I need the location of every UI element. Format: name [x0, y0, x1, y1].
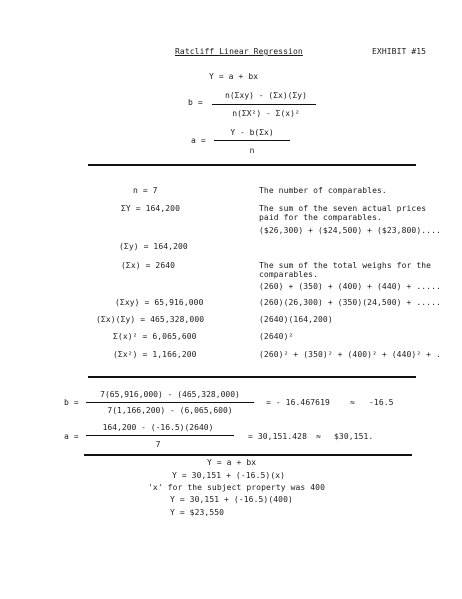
calc-b-approx-symbol: ≈ — [350, 398, 355, 407]
calc-a-result: = 30,151.428 — [248, 432, 307, 441]
final-answer: Y = $23,550 — [170, 508, 225, 517]
exhibit-label: EXHIBIT #15 — [372, 47, 427, 56]
regression-equation: Y = a + bx — [209, 72, 259, 81]
final-line-1: Y = a + bx — [207, 458, 257, 467]
row-label-sumx-sumy: (Σx)(Σy) = 465,328,000 — [96, 315, 205, 324]
calc-b-denominator: 7(1,166,200) - (6,065,600) — [107, 406, 233, 415]
calc-b-numerator: 7(65,916,000) - (465,328,000) — [100, 390, 240, 399]
final-line-3: 'x' for the subject property was 400 — [148, 483, 325, 492]
calc-a-denominator: 7 — [155, 440, 161, 449]
section-divider-bottom — [84, 454, 412, 456]
row-desc-sum-x-3: (260) + (350) + (400) + (440) + ..... — [259, 282, 441, 291]
calc-b-fraction-bar — [86, 402, 254, 403]
row-label-sum-xy: (Σxy) = 65,916,000 — [115, 298, 204, 307]
row-desc-sum-xy: (260)(26,300) + (350)(24,500) + ..... — [259, 298, 441, 307]
row-desc-n: The number of comparables. — [259, 186, 387, 195]
b-formula-denominator: n(ΣX²) - Σ(x)² — [232, 109, 300, 118]
document-title: Ratcliff Linear Regression — [175, 47, 303, 56]
calc-a-numerator: 164,200 - (-16.5)(2640) — [102, 423, 214, 432]
calc-b-label: b = — [64, 398, 79, 407]
final-line-2: Y = 30,151 + (-16.5)(x) — [172, 471, 286, 480]
a-formula-denominator: n — [249, 146, 255, 155]
calc-a-label: a = — [64, 432, 79, 441]
calc-b-result: = - 16.467619 — [266, 398, 330, 407]
row-label-sum-Y: ΣY = 164,200 — [121, 204, 180, 213]
b-formula-numerator: n(Σxy) - (Σx)(Σy) — [225, 91, 307, 100]
b-formula-fraction-bar — [212, 104, 316, 105]
calc-b-rounded: -16.5 — [369, 398, 394, 407]
a-formula-fraction-bar — [214, 140, 290, 141]
b-formula-label: b = — [188, 98, 203, 107]
row-label-sum-x: (Σx) = 2640 — [121, 261, 176, 270]
row-desc-sum-x-squared: (2640)² — [259, 332, 294, 341]
row-desc-sum-Y-3: ($26,300) + ($24,500) + ($23,800).... — [259, 226, 441, 235]
a-formula-numerator: Y - b(Σx) — [230, 128, 274, 137]
row-desc-sum-x-1: The sum of the total weighs for the — [259, 261, 432, 270]
a-formula-label: a = — [191, 136, 206, 145]
row-label-n: n = 7 — [133, 186, 158, 195]
calc-a-fraction-bar — [86, 435, 234, 436]
row-label-sum-x-squared: Σ(x)² = 6,065,600 — [113, 332, 197, 341]
calc-a-approx-symbol: ≈ — [316, 432, 321, 441]
row-desc-sum-x-2: comparables. — [259, 270, 318, 279]
row-desc-sum-of-x-squares: (260)² + (350)² + (400)² + (440)² + . — [259, 350, 441, 359]
row-label-sum-of-x-squares: (Σx²) = 1,166,200 — [113, 350, 197, 359]
calc-a-rounded: $30,151. — [334, 432, 374, 441]
row-desc-sum-Y-2: paid for the comparables. — [259, 213, 382, 222]
section-divider-middle — [88, 376, 416, 378]
row-label-sum-y: (Σy) = 164,200 — [119, 242, 188, 251]
final-line-4: Y = 30,151 + (-16.5)(400) — [170, 495, 293, 504]
section-divider-top — [88, 164, 416, 166]
row-desc-sumx-sumy: (2640)(164,200) — [259, 315, 333, 324]
row-desc-sum-Y-1: The sum of the seven actual prices — [259, 204, 427, 213]
